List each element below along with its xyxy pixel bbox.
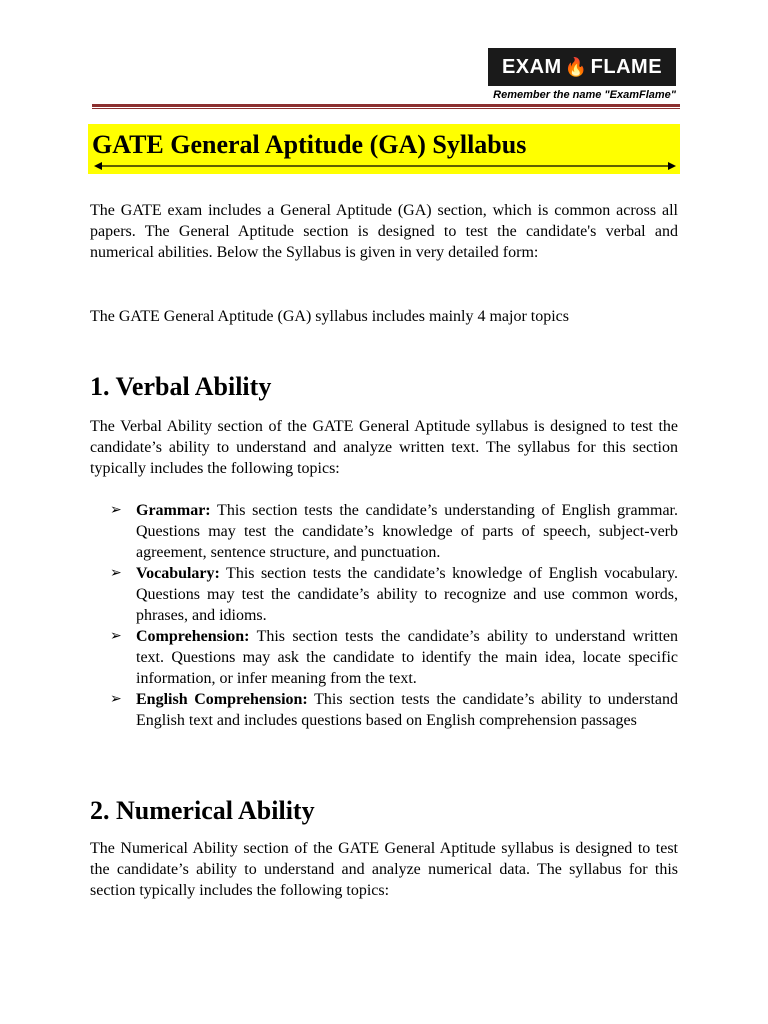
- title-banner: [88, 124, 680, 174]
- topics-summary: The GATE General Aptitude (GA) syllabus includes mainly 4 major topics: [90, 308, 570, 325]
- header-rule: [92, 104, 680, 109]
- topic-text: This section tests the candidate’s knowledge of English vocabulary. Questions may test the candidate’s ability to recognize and use common words, phrases, and idioms.: [136, 565, 678, 624]
- arrowhead-bullet-icon: ➢: [110, 503, 122, 518]
- verbal-ability-heading: 1. Verbal Ability: [90, 372, 272, 401]
- intro-paragraph: The GATE exam includes a General Aptitude (GA) section, which is common across all papers. The General Aptitude section is designed to test the candidate's verbal and numerical abilities. Below the Syllabus is given in very detailed form:: [90, 202, 678, 261]
- list-item: [110, 500, 678, 563]
- verbal-ability-description: The Verbal Ability section of the GATE General Aptitude syllabus is designed to test the candidate’s ability to understand and analyze written text. The syllabus for this section typically includes the following topics:: [90, 418, 678, 477]
- topic-text: This section tests the candidate’s ability to understand English text and includes questions based on English comprehension passages: [136, 691, 679, 729]
- logo-text-flame: FLAME: [590, 55, 663, 78]
- double-arrow-icon: [94, 161, 676, 171]
- numerical-ability-heading: 2. Numerical Ability: [90, 796, 315, 825]
- verbal-topics-list: [110, 500, 678, 731]
- flame-icon: 🔥: [564, 56, 588, 77]
- arrowhead-bullet-icon: ➢: [110, 629, 122, 644]
- topic-term: Vocabulary:: [136, 565, 220, 582]
- examflame-logo: [488, 48, 676, 86]
- arrowhead-bullet-icon: ➢: [110, 692, 122, 707]
- topic-text: This section tests the candidate’s understanding of English grammar. Questions may test the candidate’s knowledge of parts of speech, subject-verb agreement, sentence structure, and punctuation.: [136, 502, 678, 561]
- list-item: [110, 563, 678, 626]
- list-item: [110, 626, 678, 689]
- topic-term: Comprehension:: [136, 628, 250, 645]
- topic-text: This section tests the candidate’s ability to understand written text. Questions may ask the candidate to identify the main idea, locate specific information, or infer meaning from the text.: [136, 628, 678, 687]
- arrowhead-bullet-icon: ➢: [110, 566, 122, 581]
- numerical-ability-description: The Numerical Ability section of the GATE General Aptitude syllabus is designed to test the candidate’s ability to understand and analyze numerical data. The syllabus for this section typically includes the following topics:: [90, 840, 678, 899]
- brand-tagline: Remember the name "ExamFlame": [493, 89, 676, 101]
- list-item: [110, 689, 678, 731]
- logo-text-exam: EXAM: [501, 55, 562, 78]
- topic-term: Grammar:: [136, 502, 211, 519]
- page-title: GATE General Aptitude (GA) Syllabus: [92, 130, 527, 159]
- topic-term: English Comprehension:: [136, 691, 308, 708]
